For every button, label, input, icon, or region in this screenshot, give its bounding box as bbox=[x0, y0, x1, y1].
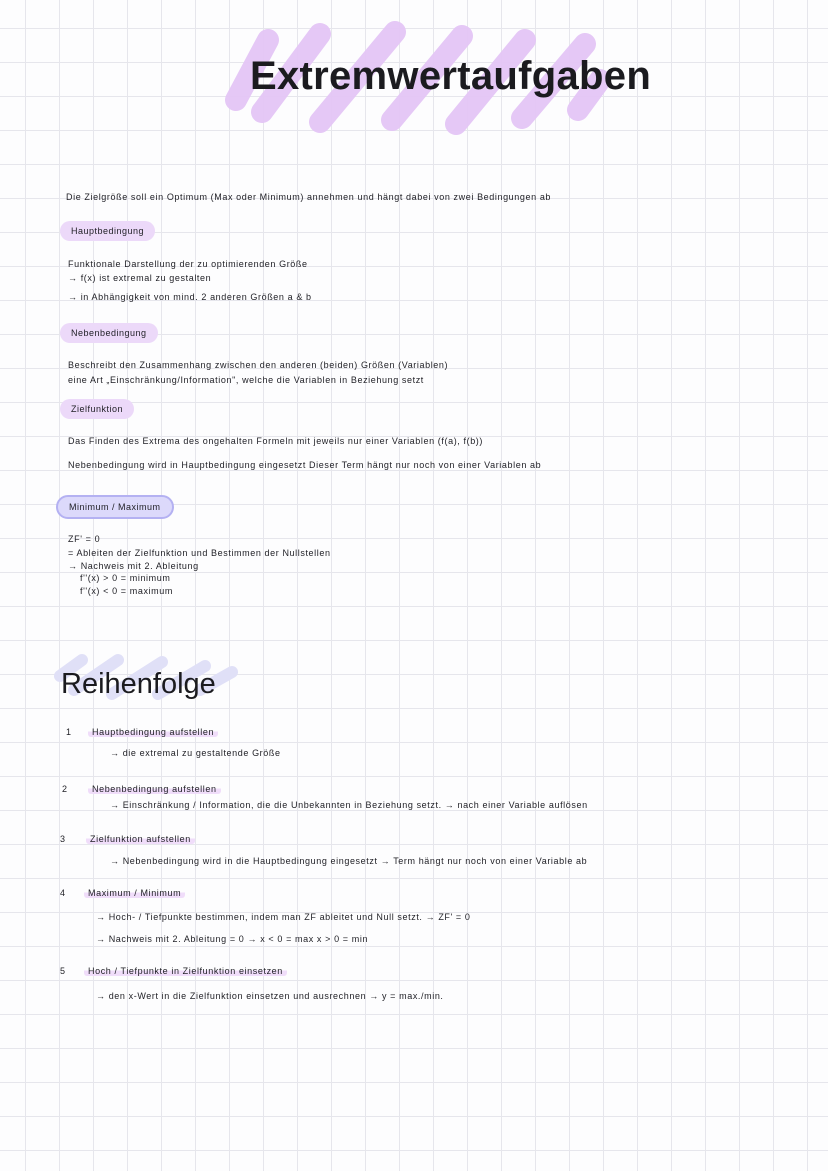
step-detail: → Einschränkung / Information, die die Unbekannten in Beziehung setzt. → nach einer Variable auflösen bbox=[110, 800, 588, 810]
zielfunktion-line-2: Nebenbedingung wird in Hauptbedingung eingesetzt Dieser Term hängt nur noch von einer Variablen ab bbox=[68, 460, 542, 470]
step-label bbox=[84, 888, 185, 898]
zielfunktion-line-1: Das Finden des Extrema des ongehalten Formeln mit jeweils nur einer Variablen (f(a), f(b)) bbox=[68, 436, 483, 446]
section-label-hauptbedingung: Hauptbedingung bbox=[60, 221, 155, 241]
step-number: 4 bbox=[60, 888, 66, 898]
step-label bbox=[86, 834, 195, 844]
section-label-nebenbedingung: Nebenbedingung bbox=[60, 323, 158, 343]
section-label-minmax: Minimum / Maximum bbox=[56, 495, 174, 519]
minmax-line-3: → Nachweis mit 2. Ableitung bbox=[68, 561, 199, 571]
step-number: 2 bbox=[62, 784, 68, 794]
step-detail: → die extremal zu gestaltende Größe bbox=[110, 748, 281, 758]
hauptbedingung-line-3: → in Abhängigkeit von mind. 2 anderen Größen a & b bbox=[68, 292, 312, 302]
hauptbedingung-line-1: Funktionale Darstellung der zu optimierenden Größe bbox=[68, 259, 308, 269]
hauptbedingung-line-2: → f(x) ist extremal zu gestalten bbox=[68, 273, 212, 283]
step-label-text: Hauptbedingung aufstellen bbox=[88, 727, 218, 737]
intro-text: Die Zielgröße soll ein Optimum (Max oder Minimum) annehmen und hängt dabei von zwei Bedingungen ab bbox=[66, 192, 552, 202]
step-label-text: Hoch / Tiefpunkte in Zielfunktion einsetzen bbox=[84, 966, 287, 976]
step-label bbox=[84, 966, 287, 976]
section-label-zielfunktion: Zielfunktion bbox=[60, 399, 134, 419]
step-detail: → Nachweis mit 2. Ableitung = 0 → x < 0 = max x > 0 = min bbox=[96, 934, 369, 944]
nebenbedingung-line-2: eine Art „Einschränkung/Information", welche die Variablen in Beziehung setzt bbox=[68, 375, 424, 385]
step-detail: → Hoch- / Tiefpunkte bestimmen, indem man ZF ableitet und Null setzt. → ZF' = 0 bbox=[96, 912, 471, 922]
step-label bbox=[88, 727, 218, 737]
minmax-line-2: = Ableiten der Zielfunktion und Bestimmen der Nullstellen bbox=[68, 548, 331, 558]
step-label-text: Zielfunktion aufstellen bbox=[86, 834, 195, 844]
step-number: 5 bbox=[60, 966, 66, 976]
step-number: 3 bbox=[60, 834, 66, 844]
step-detail: → den x-Wert in die Zielfunktion einsetzen und ausrechnen → y = max./min. bbox=[96, 991, 444, 1001]
minmax-line-1: ZF' = 0 bbox=[68, 534, 101, 544]
minmax-line-5: f''(x) < 0 = maximum bbox=[80, 586, 173, 596]
step-label-text: Nebenbedingung aufstellen bbox=[88, 784, 221, 794]
minmax-line-4: f''(x) > 0 = minimum bbox=[80, 573, 171, 583]
step-label bbox=[88, 784, 221, 794]
step-label-text: Maximum / Minimum bbox=[84, 888, 185, 898]
step-number: 1 bbox=[66, 727, 72, 737]
page-title: Extremwertaufgaben bbox=[250, 54, 652, 98]
step-detail: → Nebenbedingung wird in die Hauptbedingung eingesetzt → Term hängt nur noch von einer Variable ab bbox=[110, 856, 588, 866]
section-heading-reihenfolge: Reihenfolge bbox=[61, 668, 216, 700]
nebenbedingung-line-1: Beschreibt den Zusammenhang zwischen den anderen (beiden) Größen (Variablen) bbox=[68, 360, 449, 370]
